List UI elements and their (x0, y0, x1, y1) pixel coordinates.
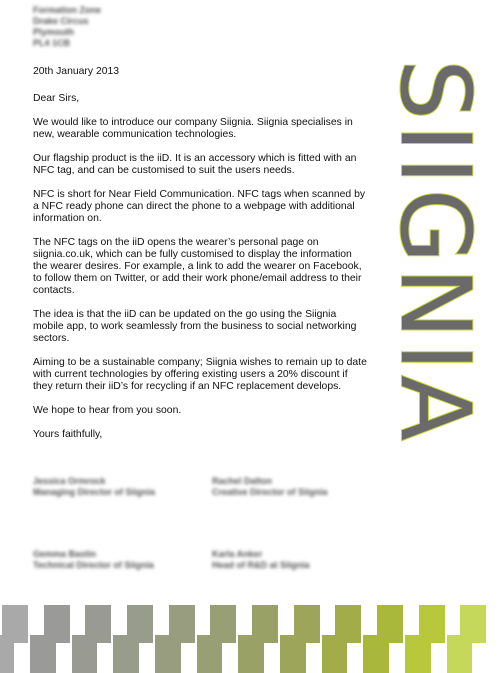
footer-colour-block (447, 635, 473, 673)
footer-colour-block (280, 635, 306, 673)
signatory-name: Karla Anker (212, 549, 263, 559)
address-line: PL4 1CB (33, 38, 71, 48)
letter-paragraph: Our flagship product is the iiD. It is an accessory which is fitted with an NFC tag, and can be customised to suit the users needs. (33, 153, 357, 176)
signature-block (33, 549, 154, 571)
letterhead-address (33, 5, 101, 49)
footer-colour-block (113, 635, 139, 673)
address-line: Drake Circus (33, 16, 89, 26)
address-line: Plymouth (33, 27, 75, 37)
address-line: Formation Zone (33, 5, 101, 15)
footer-colour-block (363, 635, 389, 673)
letter-date: 20th January 2013 (33, 66, 120, 77)
signatory-name: Jessica Ormrock (33, 476, 106, 486)
letter-body (33, 66, 368, 453)
signatory-title: Managing Director of Siignia (33, 487, 156, 497)
letter-paragraph: The NFC tags on the iiD opens the wearer’s personal page on siignia.co.uk, which can be fully customised to display the information the wearer desires. For example, a link to add the wearer on Facebook, to follow them on Twitter, or add their work phone/email address to their contacts. (33, 237, 362, 296)
siignia-logo-wordmark: SIIGNIA (379, 59, 491, 445)
footer-colour-block (72, 635, 98, 673)
footer-colour-block (0, 635, 14, 673)
letter-paragraph: NFC is short for Near Field Communication. NFC tags when scanned by a NFC ready phone can direct the phone to a webpage with additional information on. (33, 189, 366, 224)
footer-colour-block (322, 635, 348, 673)
footer-colour-block (405, 635, 431, 673)
signature-block (212, 549, 310, 571)
signatory-title: Head of R&D at Siignia (212, 560, 310, 570)
footer-colour-block (238, 635, 264, 673)
siignia-logo (370, 0, 500, 505)
footer-colour-blocks (0, 605, 500, 673)
letter-greeting: Dear Sirs, (33, 93, 80, 104)
letter-paragraph: Aiming to be a sustainable company; Siignia wishes to remain up to date with current technologies by offering existing users a 20% discount if they return their iiD’s for recycling if an NFC replacement develops. (33, 357, 367, 392)
signature-block (212, 476, 328, 498)
letter-paragraph: The idea is that the iiD can be updated on the go using the Siignia mobile app, to work seamlessly from the business to social networking sectors. (33, 309, 357, 344)
signatory-title: Creative Director of Siignia (212, 487, 328, 497)
signature-block (33, 476, 155, 498)
footer-colour-block (197, 635, 223, 673)
footer-colour-block (155, 635, 181, 673)
signatory-name: Gemma Bastin (33, 549, 97, 559)
signatory-title: Technical Director of Siignia (33, 560, 154, 570)
footer-colour-block (30, 635, 56, 673)
letter-paragraph: We would like to introduce our company Siignia. Siignia specialises in new, wearable communication technologies. (33, 117, 353, 140)
signatory-name: Rachel Dalton (212, 476, 273, 486)
letter-paragraph: We hope to hear from you soon. (33, 405, 182, 416)
letter-closing: Yours faithfully, (33, 429, 103, 440)
